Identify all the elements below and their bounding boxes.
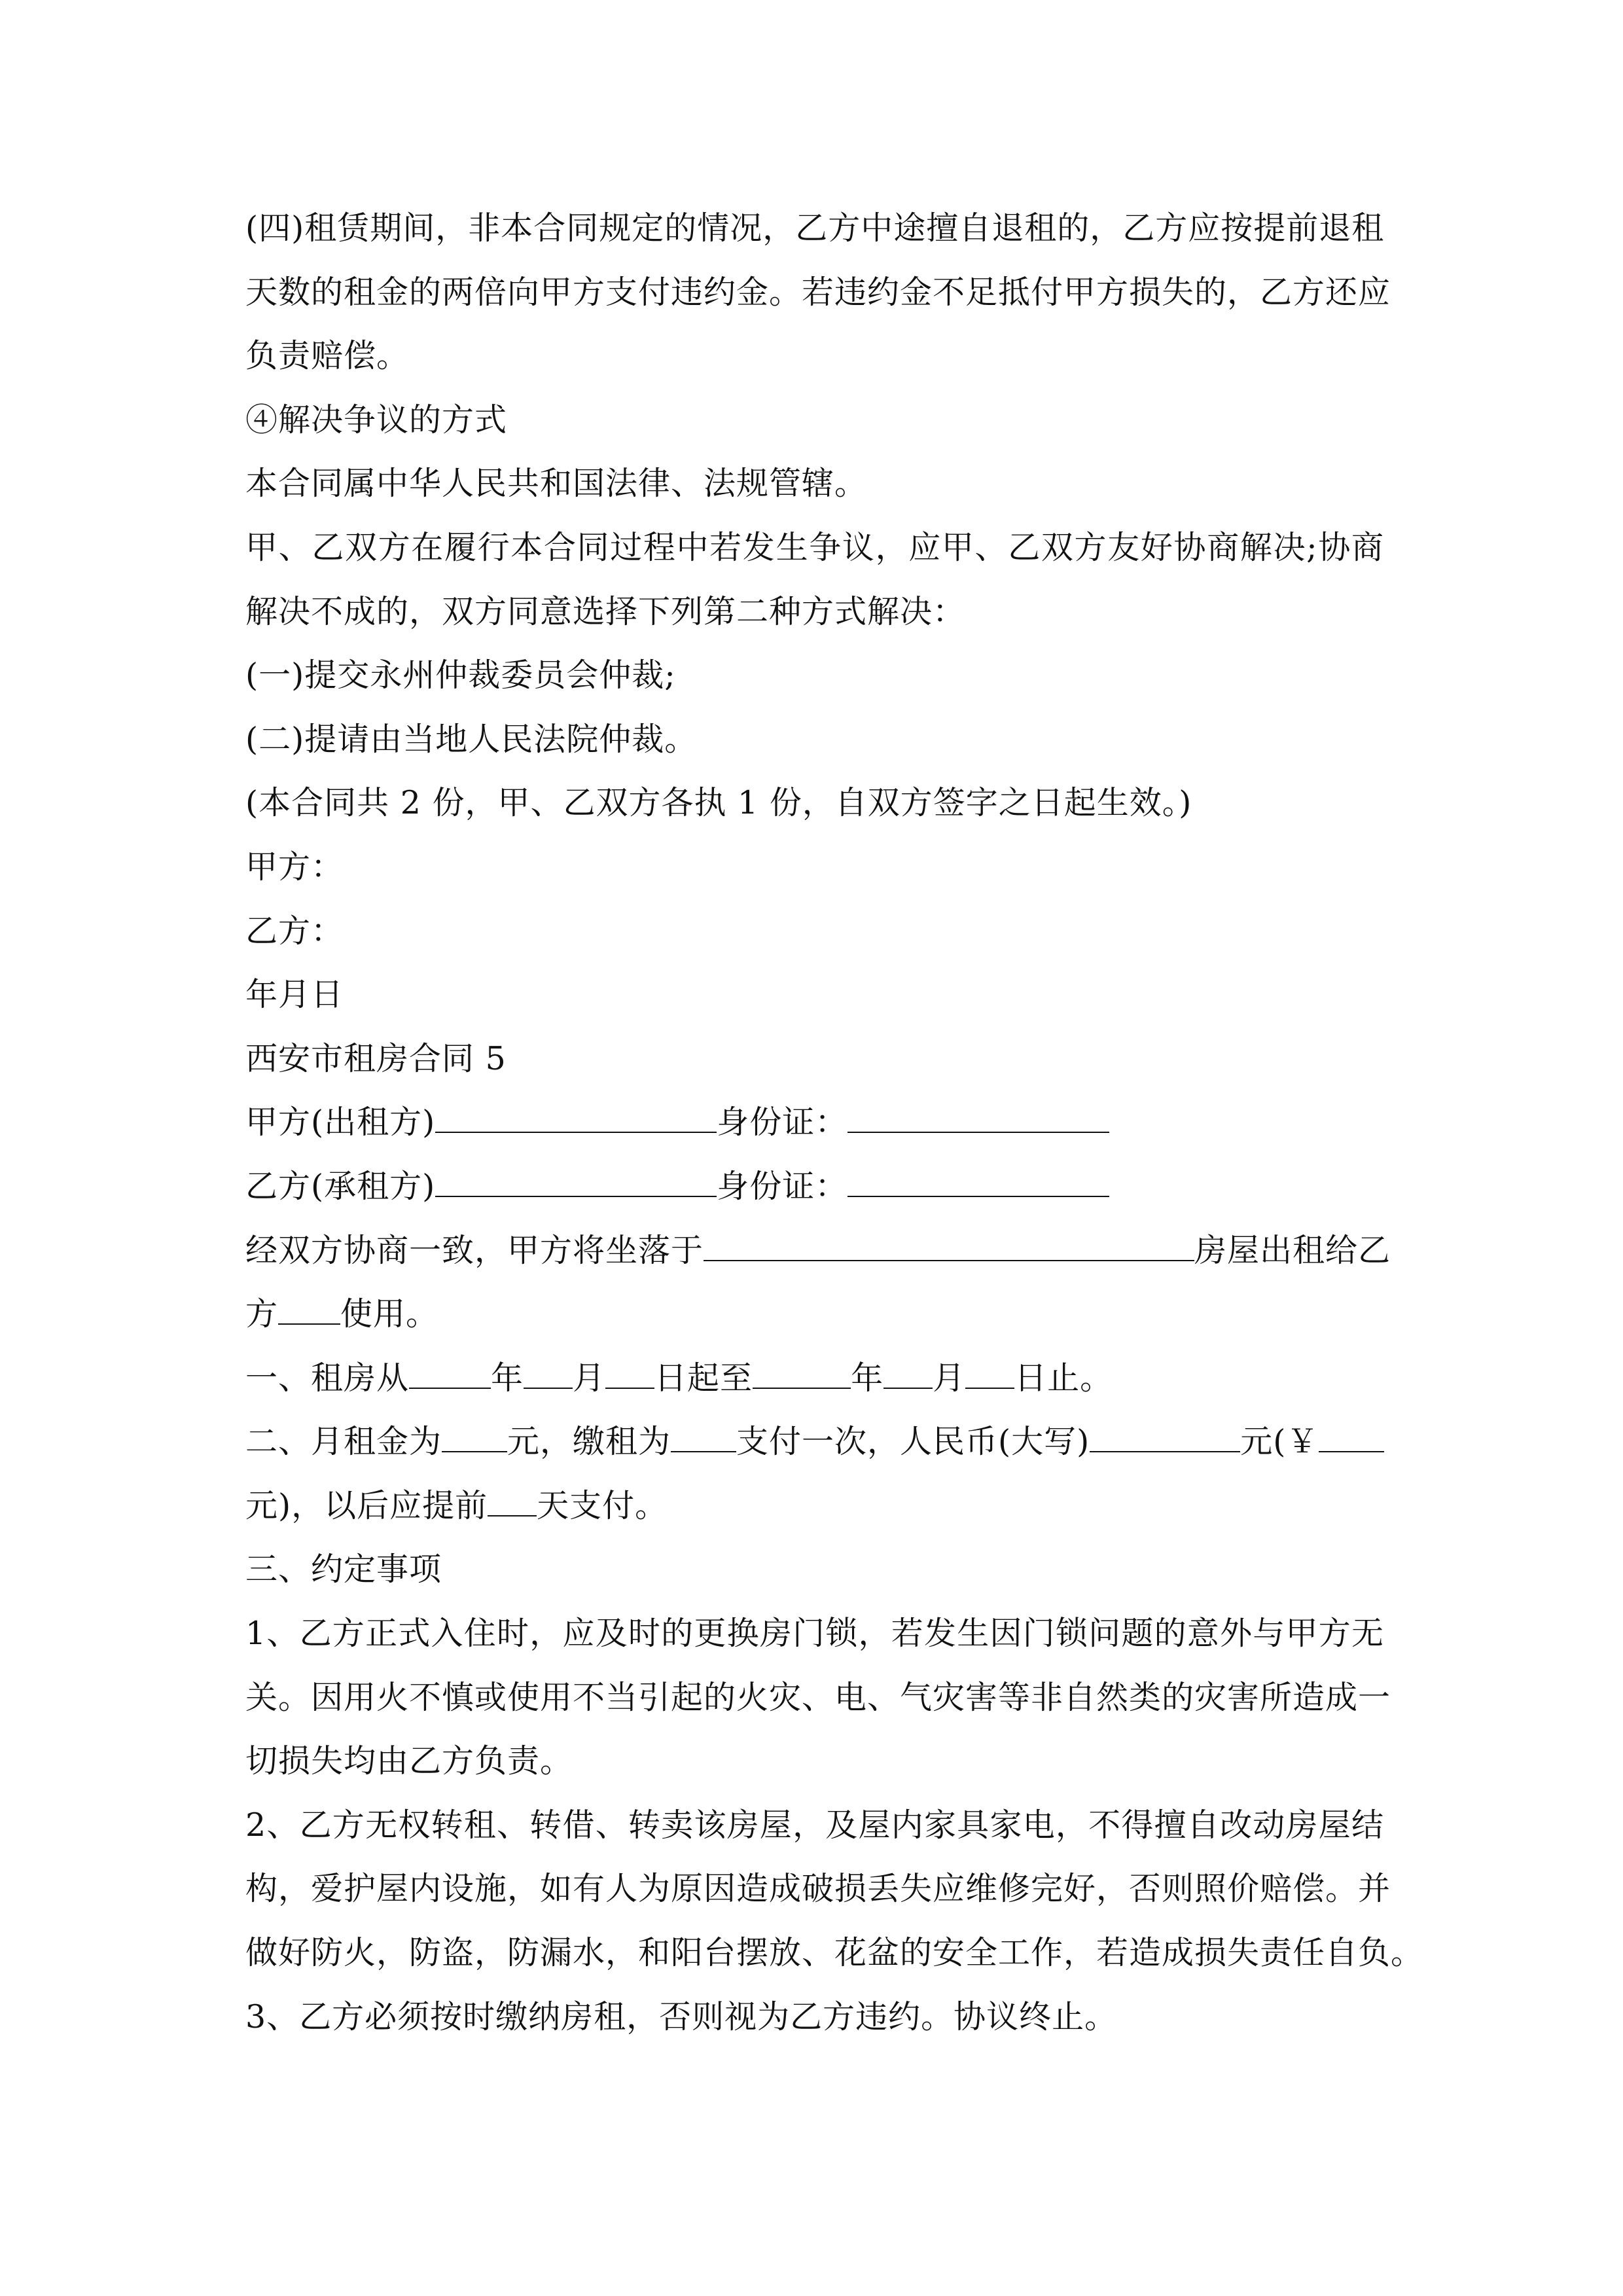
id-label: 身份证：	[717, 1103, 848, 1141]
use-row	[245, 1282, 1384, 1346]
party-a-label: 甲方(出租方)	[245, 1103, 436, 1141]
section-heading: 三、约定事项	[245, 1551, 442, 1588]
rent-row	[245, 1410, 1384, 1474]
text-line: 3、乙方必须按时缴纳房租，否则视为乙方违约。协议终止。	[245, 1998, 1118, 2036]
text-line: 2、乙方无权转租、转借、转卖该房屋，及屋内家具家电，不得擅自改动房屋结	[245, 1806, 1384, 1844]
text-line: 关。因用火不慎或使用不当引起的火灾、电、气灾害等非自然类的灾害所造成一	[245, 1678, 1391, 1716]
start-month-blank[interactable]	[524, 1361, 573, 1389]
text-line: (四)租赁期间，非本合同规定的情况，乙方中途擅自退租的，乙方应按提前退租	[245, 209, 1385, 247]
advance-row	[245, 1474, 1384, 1538]
payment-label: 元，缴租为	[507, 1423, 671, 1461]
text-line: 构，爱护屋内设施，如有人为原因造成破损丢失应维修完好，否则照价赔偿。并	[245, 1870, 1391, 1908]
rent-label: 二、月租金为	[245, 1423, 442, 1461]
text-line: 做好防火，防盗，防漏水，和阳台摆放、花盆的安全工作，若造成损失责任自负。	[245, 1934, 1424, 1972]
party-b-signature-label: 乙方：	[245, 912, 344, 950]
party-a-row	[245, 1090, 1384, 1155]
document-page	[245, 196, 1424, 2049]
day-from-label: 日起至	[654, 1359, 753, 1397]
party-a-id-blank[interactable]	[847, 1105, 1109, 1133]
use-prefix: 方	[245, 1295, 279, 1333]
party-b-row	[245, 1155, 1384, 1219]
day-to-label: 日止。	[1014, 1359, 1113, 1397]
text-line: (本合同共 2 份，甲、乙双方各执 1 份，自双方签字之日起生效。)	[245, 784, 1192, 822]
party-b-name-blank[interactable]	[435, 1170, 717, 1197]
rmb-amount-blank[interactable]	[1319, 1425, 1384, 1452]
text-line: 解决不成的，双方同意选择下列第二种方式解决：	[245, 592, 966, 630]
rmb-uppercase-blank[interactable]	[1090, 1425, 1240, 1452]
year-label: 年	[851, 1359, 884, 1397]
end-year-blank[interactable]	[753, 1361, 851, 1389]
end-month-blank[interactable]	[883, 1361, 933, 1389]
party-b-label: 乙方(承租方)	[245, 1167, 436, 1205]
party-a-name-blank[interactable]	[435, 1105, 717, 1133]
contract-title: 西安市租房合同 5	[245, 1039, 507, 1077]
advance-label: 元)，以后应提前	[245, 1486, 488, 1524]
end-day-blank[interactable]	[965, 1361, 1014, 1389]
location-blank[interactable]	[704, 1234, 1194, 1261]
year-label: 年	[491, 1359, 524, 1397]
month-label: 月	[933, 1359, 966, 1397]
payment-period-blank[interactable]	[671, 1425, 736, 1452]
text-line: 甲、乙双方在履行本合同过程中若发生争议，应甲、乙双方友好协商解决;协商	[245, 528, 1384, 566]
text-line: (二)提请由当地人民法院仲裁。	[245, 720, 698, 758]
party-a-signature-label: 甲方：	[245, 848, 344, 886]
advance-days-blank[interactable]	[488, 1489, 537, 1516]
location-suffix: 房屋出租给乙	[1194, 1231, 1391, 1269]
location-row	[245, 1219, 1391, 1283]
monthly-rent-blank[interactable]	[442, 1425, 507, 1452]
start-day-blank[interactable]	[605, 1361, 654, 1389]
month-label: 月	[573, 1359, 606, 1397]
term-row	[245, 1346, 1384, 1410]
text-line: 负责赔偿。	[245, 337, 410, 375]
party-b-id-blank[interactable]	[847, 1170, 1109, 1197]
use-blank[interactable]	[278, 1297, 340, 1325]
rmb-label: 支付一次，人民币(大写)	[736, 1423, 1090, 1461]
yuan-label: 元(￥	[1240, 1423, 1319, 1461]
start-year-blank[interactable]	[409, 1361, 491, 1389]
date-label: 年月日	[245, 976, 344, 1014]
term-label: 一、租房从	[245, 1359, 410, 1397]
location-prefix: 经双方协商一致，甲方将坐落于	[245, 1231, 704, 1269]
text-line: 切损失均由乙方负责。	[245, 1742, 573, 1780]
section-heading: ④解决争议的方式	[245, 401, 508, 439]
text-line: 天数的租金的两倍向甲方支付违约金。若违约金不足抵付甲方损失的，乙方还应	[245, 273, 1391, 311]
use-suffix: 使用。	[340, 1295, 439, 1333]
text-line: 本合同属中华人民共和国法律、法规管辖。	[245, 465, 868, 503]
text-line: 1、乙方正式入住时，应及时的更换房门锁，若发生因门锁问题的意外与甲方无	[245, 1615, 1384, 1653]
advance-suffix: 天支付。	[537, 1486, 668, 1524]
id-label: 身份证：	[717, 1167, 848, 1205]
text-line: (一)提交永州仲裁委员会仲裁;	[245, 656, 676, 694]
